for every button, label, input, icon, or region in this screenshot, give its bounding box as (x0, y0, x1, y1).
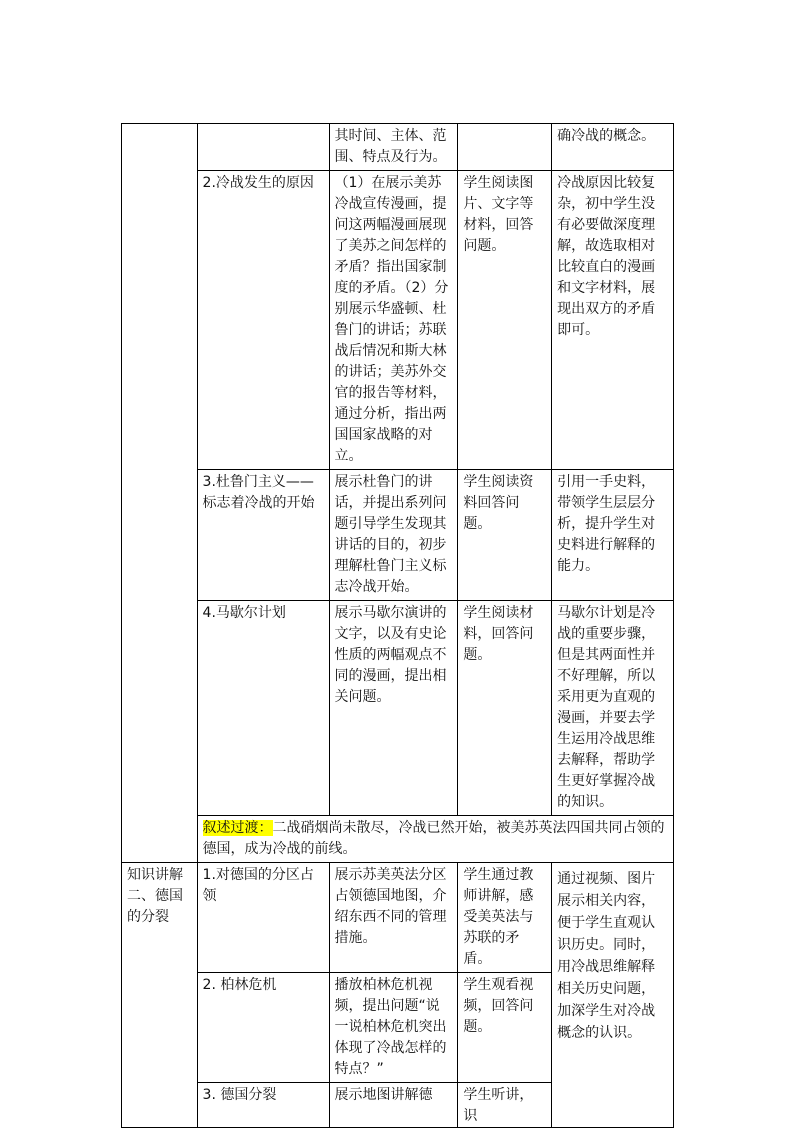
transition-row (122, 816, 674, 863)
teacher-activity-cell: 展示杜鲁门的讲话，并提出系列问题引导学生发现其讲话的目的，初步理解杜鲁门主义标志冷战开始。 (329, 470, 458, 601)
transition-text: 二战硝烟尚未散尽，冷战已然开始，被美苏英法四国共同占领的德国，成为冷战的前线。 (202, 820, 665, 857)
table-row (122, 863, 674, 973)
teacher-activity-cell: 展示苏美英法分区占领德国地图，介绍东西不同的管理措施。 (329, 863, 458, 973)
student-activity-cell (458, 124, 552, 171)
lesson-plan-table (121, 123, 674, 1128)
section-cell-empty (122, 124, 198, 863)
student-activity-cell: 学生阅读材料，回答问题。 (458, 601, 552, 816)
teacher-activity-cell: 播放柏林危机视频，提出问题“说一说柏林危机突出体现了冷战怎样的特点？” (329, 973, 458, 1083)
table-row (122, 171, 674, 470)
student-activity-cell: 学生阅读图片、文字等材料，回答问题。 (458, 171, 552, 470)
teacher-activity-cell: 展示地图讲解德 (329, 1083, 458, 1128)
step-cell (197, 124, 329, 171)
step-cell: 2.冷战发生的原因 (197, 171, 329, 470)
design-intent-cell: 马歇尔计划是冷战的重要步骤，但是其两面性并不好理解，所以采用更为直观的漫画，并要去学生运用冷战思维去解释，帮助学生更好掌握冷战的知识。 (552, 601, 674, 816)
student-activity-cell: 学生听讲，识 (458, 1083, 552, 1128)
step-cell: 4.马歇尔计划 (197, 601, 329, 816)
step-cell: 3.杜鲁门主义——标志着冷战的开始 (197, 470, 329, 601)
student-activity-cell: 学生观看视频，回答问题。 (458, 973, 552, 1083)
teacher-activity-cell: 其时间、主体、范围、特点及行为。 (329, 124, 458, 171)
step-cell: 3. 德国分裂 (197, 1083, 329, 1128)
design-intent-cell: 通过视频、图片展示相关内容，便于学生直观认识历史。同时，用冷战思维解释相关历史问题，加深学生对冷战概念的认识。 (552, 863, 674, 1128)
step-cell: 2. 柏林危机 (197, 973, 329, 1083)
design-intent-cell: 确冷战的概念。 (552, 124, 674, 171)
table-row (122, 470, 674, 601)
section-title-cell: 知识讲解二、德国的分裂 (122, 863, 198, 1128)
transition-label: 叙述过渡： (202, 820, 273, 836)
table-row (122, 601, 674, 816)
teacher-activity-cell: 展示马歇尔演讲的文字，以及有史论性质的两幅观点不同的漫画，提出相关问题。 (329, 601, 458, 816)
design-intent-cell: 冷战原因比较复杂，初中学生没有必要做深度理解，故选取相对比较直白的漫画和文字材料，展现出双方的矛盾即可。 (552, 171, 674, 470)
student-activity-cell: 学生通过教师讲解，感受美英法与苏联的矛盾。 (458, 863, 552, 973)
step-cell: 1.对德国的分区占领 (197, 863, 329, 973)
transition-cell (197, 816, 673, 863)
student-activity-cell: 学生阅读资料回答问题。 (458, 470, 552, 601)
teacher-activity-cell: （1）在展示美苏冷战宣传漫画，提问这两幅漫画展现了美苏之间怎样的矛盾？指出国家制度的矛盾。（2）分别展示华盛顿、杜鲁门的讲话；苏联战后情况和斯大林的讲话；美苏外交官的报告等材料，通过分析，指出两国国家战略的对立。 (329, 171, 458, 470)
design-intent-cell: 引用一手史料，带领学生层层分析，提升学生对史料进行解释的能力。 (552, 470, 674, 601)
table-row (122, 124, 674, 171)
